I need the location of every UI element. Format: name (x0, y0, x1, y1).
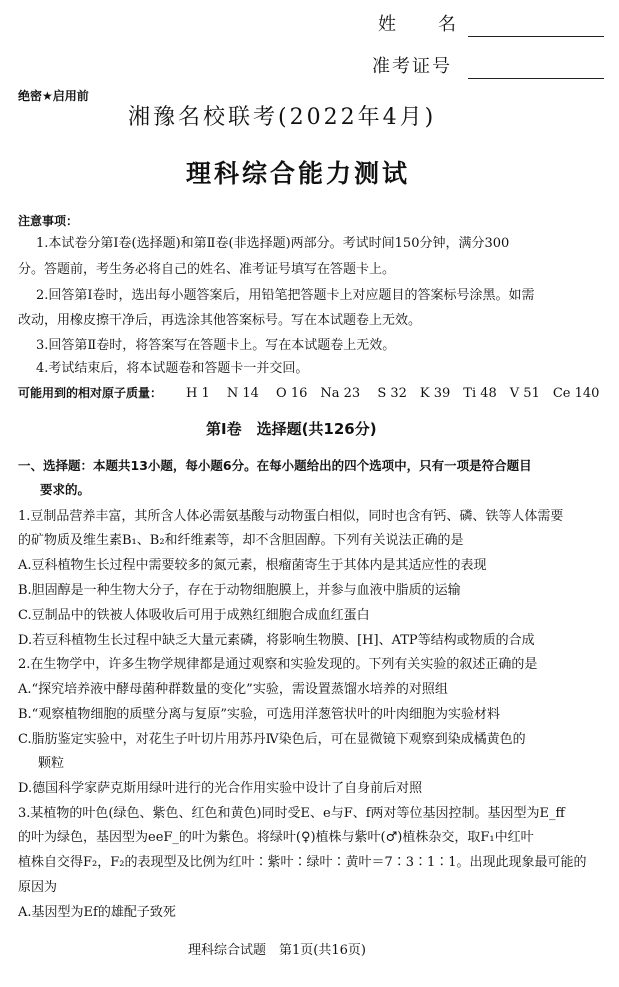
atomic-mass-values: H 1 N 14 O 16 Na 23 S 32 K 39 Ti 48 V 51 Ce 140 (186, 386, 600, 401)
q2-stem: 2.在生物学中，许多生物学规律都是通过观察和实验发现的。下列有关实验的叙述正确的是 (18, 657, 538, 672)
note-1-line-2: 分。答题前，考生务必将自己的姓名、准考证号填写在答题卡上。 (18, 262, 396, 277)
exam-id-underline[interactable] (468, 78, 604, 79)
q1-option-a: A.豆科植物生长过程中需要较多的氮元素，根瘤菌寄生于其体内是其适应性的表现 (18, 558, 487, 573)
notes-heading: 注意事项： (18, 214, 79, 228)
section-title: 第Ⅰ卷 选择题(共126分) (206, 420, 377, 438)
note-2-line-1: 2.回答第Ⅰ卷时，选出每小题答案后，用铅笔把答题卡上对应题目的答案标号涂黑。如需 (36, 288, 535, 303)
name-label: 姓 名 (378, 14, 458, 35)
q2-option-d: D.德国科学家萨克斯用绿叶进行的光合作用实验中设计了自身前后对照 (18, 781, 423, 796)
page-footer: 理科综合试题 第1页(共16页) (188, 943, 366, 958)
q1-option-b: B.胆固醇是一种生物大分子，存在于动物细胞膜上，并参与血液中脂质的运输 (18, 583, 461, 598)
q3-stem-line-1: 3.某植物的叶色(绿色、紫色、红色和黄色)同时受E、e与F、f两对等位基因控制。基因型为E_ff (18, 806, 565, 821)
name-underline[interactable] (468, 36, 604, 37)
note-3: 3.回答第Ⅱ卷时，将答案写在答题卡上。写在本试题卷上无效。 (36, 338, 396, 353)
subject-title: 理科综合能力测试 (186, 159, 411, 188)
note-2-line-2: 改动，用橡皮擦干净后，再选涂其他答案标号。写在本试题卷上无效。 (18, 313, 422, 328)
exam-title: 湘豫名校联考(2022年4月) (128, 105, 437, 130)
q3-option-a: A.基因型为Ef的雄配子致死 (18, 905, 176, 920)
q2-option-a: A.“探究培养液中酵母菌种群数量的变化”实验，需设置蒸馏水培养的对照组 (18, 682, 448, 697)
q1-stem-line-2: 的矿物质及维生素B₁、B₂和纤维素等，却不含胆固醇。下列有关说法正确的是 (18, 533, 464, 548)
atomic-mass-label: 可能用到的相对原子质量： (18, 386, 163, 400)
q2-option-c-line-1: C.脂肪鉴定实验中，对花生子叶切片用苏丹Ⅳ染色后，可在显微镜下观察到染成橘黄色的 (18, 732, 526, 747)
q3-stem-line-3: 植株自交得F₂，F₂的表现型及比例为红叶∶紫叶∶绿叶∶黄叶＝7∶3∶1∶1。出现此现象最可能的 (18, 855, 587, 870)
q2-option-c-line-2: 颗粒 (38, 756, 65, 771)
confidential-mark: 绝密★启用前 (18, 89, 89, 103)
section-intro-line-2: 要求的。 (40, 482, 91, 497)
section-intro-line-1: 一、选择题：本题共13小题，每小题6分。在每小题给出的四个选项中，只有一项是符合题目 (18, 458, 532, 473)
exam-id-label: 准考证号 (372, 56, 452, 77)
q2-option-b: B.“观察植物细胞的质壁分离与复原”实验，可选用洋葱管状叶的叶肉细胞为实验材料 (18, 707, 500, 722)
note-4: 4.考试结束后，将本试题卷和答题卡一并交回。 (36, 361, 309, 376)
note-1-line-1: 1.本试卷分第Ⅰ卷(选择题)和第Ⅱ卷(非选择题)两部分。考试时间150分钟，满分300 (36, 236, 510, 251)
q1-stem-line-1: 1.豆制品营养丰富，其所含人体必需氨基酸与动物蛋白相似，同时也含有钙、磷、铁等人体需要 (18, 509, 564, 524)
q3-stem-line-4: 原因为 (18, 880, 58, 895)
q1-option-c: C.豆制品中的铁被人体吸收后可用于成熟红细胞合成血红蛋白 (18, 608, 370, 623)
q3-stem-line-2: 的叶为绿色，基因型为eeF_的叶为紫色。将绿叶(♀)植株与紫叶(♂)植株杂交，取F₁中红叶 (18, 830, 534, 845)
q1-option-d: D.若豆科植物生长过程中缺乏大量元素磷，将影响生物膜、[H]、ATP等结构或物质的合成 (18, 633, 535, 648)
